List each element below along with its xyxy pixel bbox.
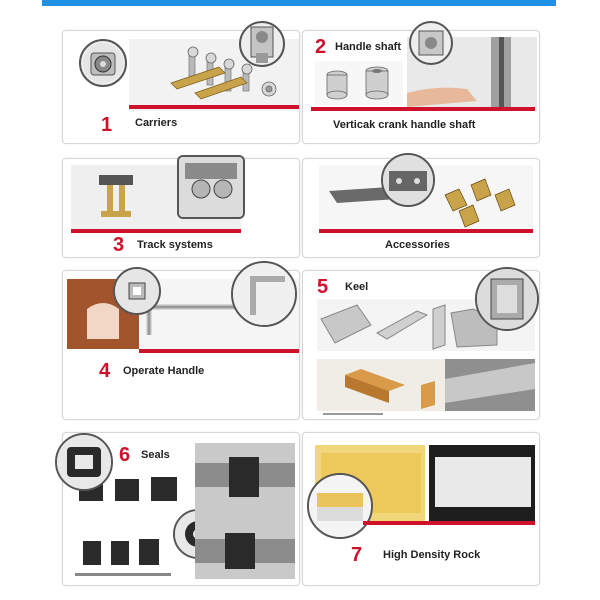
shaft-zoom-icon (409, 21, 453, 65)
keel-zoom-icon (475, 267, 539, 331)
handle-zoom-icon (113, 267, 161, 315)
panel-handle-shaft (302, 30, 540, 144)
panel-carriers (62, 30, 300, 144)
carrier-wheel-icon (79, 39, 127, 87)
panel-number: 3 (113, 234, 125, 256)
handle-end-zoom-icon (231, 261, 297, 327)
track-roller-icon (177, 155, 245, 219)
top-accent-bar (42, 0, 556, 6)
carrier-detail-icon (239, 21, 285, 67)
panel-number: 4 (99, 360, 111, 382)
panel-carriers-redline (129, 105, 299, 109)
panel-accessories-redline (319, 229, 533, 233)
panel-rock-redline (363, 521, 535, 525)
panel-number: 7 (351, 544, 363, 566)
panel-number: 1 (101, 114, 113, 136)
panel-subtitle: Verticak crank handle shaft (333, 119, 476, 131)
panel-seals (62, 432, 300, 586)
panel-title: Track systems (137, 239, 213, 251)
panel-title: Operate Handle (123, 365, 205, 377)
panel-title: Keel (345, 281, 369, 293)
panel-title: Seals (141, 449, 170, 461)
panel-number: 6 (119, 444, 131, 466)
handle-shaft-icon (315, 61, 403, 105)
keel-caption (323, 413, 383, 415)
seal-zoom-icon (55, 433, 113, 491)
wood-beam-icon (317, 359, 535, 411)
panel-track-systems (62, 158, 300, 258)
panel-accessories (302, 158, 540, 258)
panel-number: 5 (317, 276, 329, 298)
panel-title: Accessories (385, 239, 450, 251)
panel-title: Handle shaft (335, 41, 402, 53)
panel-title: Carriers (135, 117, 178, 129)
panel-number: 2 (315, 36, 327, 58)
panel-title: High Density Rock (383, 549, 481, 561)
panel-operate-handle (62, 270, 300, 420)
accessory-zoom-icon (381, 153, 435, 207)
panel-track-redline (71, 229, 241, 233)
panel-high-density-rock (302, 432, 540, 586)
panel-keel (302, 270, 540, 420)
panel-operate-redline (139, 349, 299, 353)
panel-handle-shaft-redline (311, 107, 535, 111)
rock-zoom-icon (307, 473, 373, 539)
seal-track-photo (195, 443, 295, 579)
